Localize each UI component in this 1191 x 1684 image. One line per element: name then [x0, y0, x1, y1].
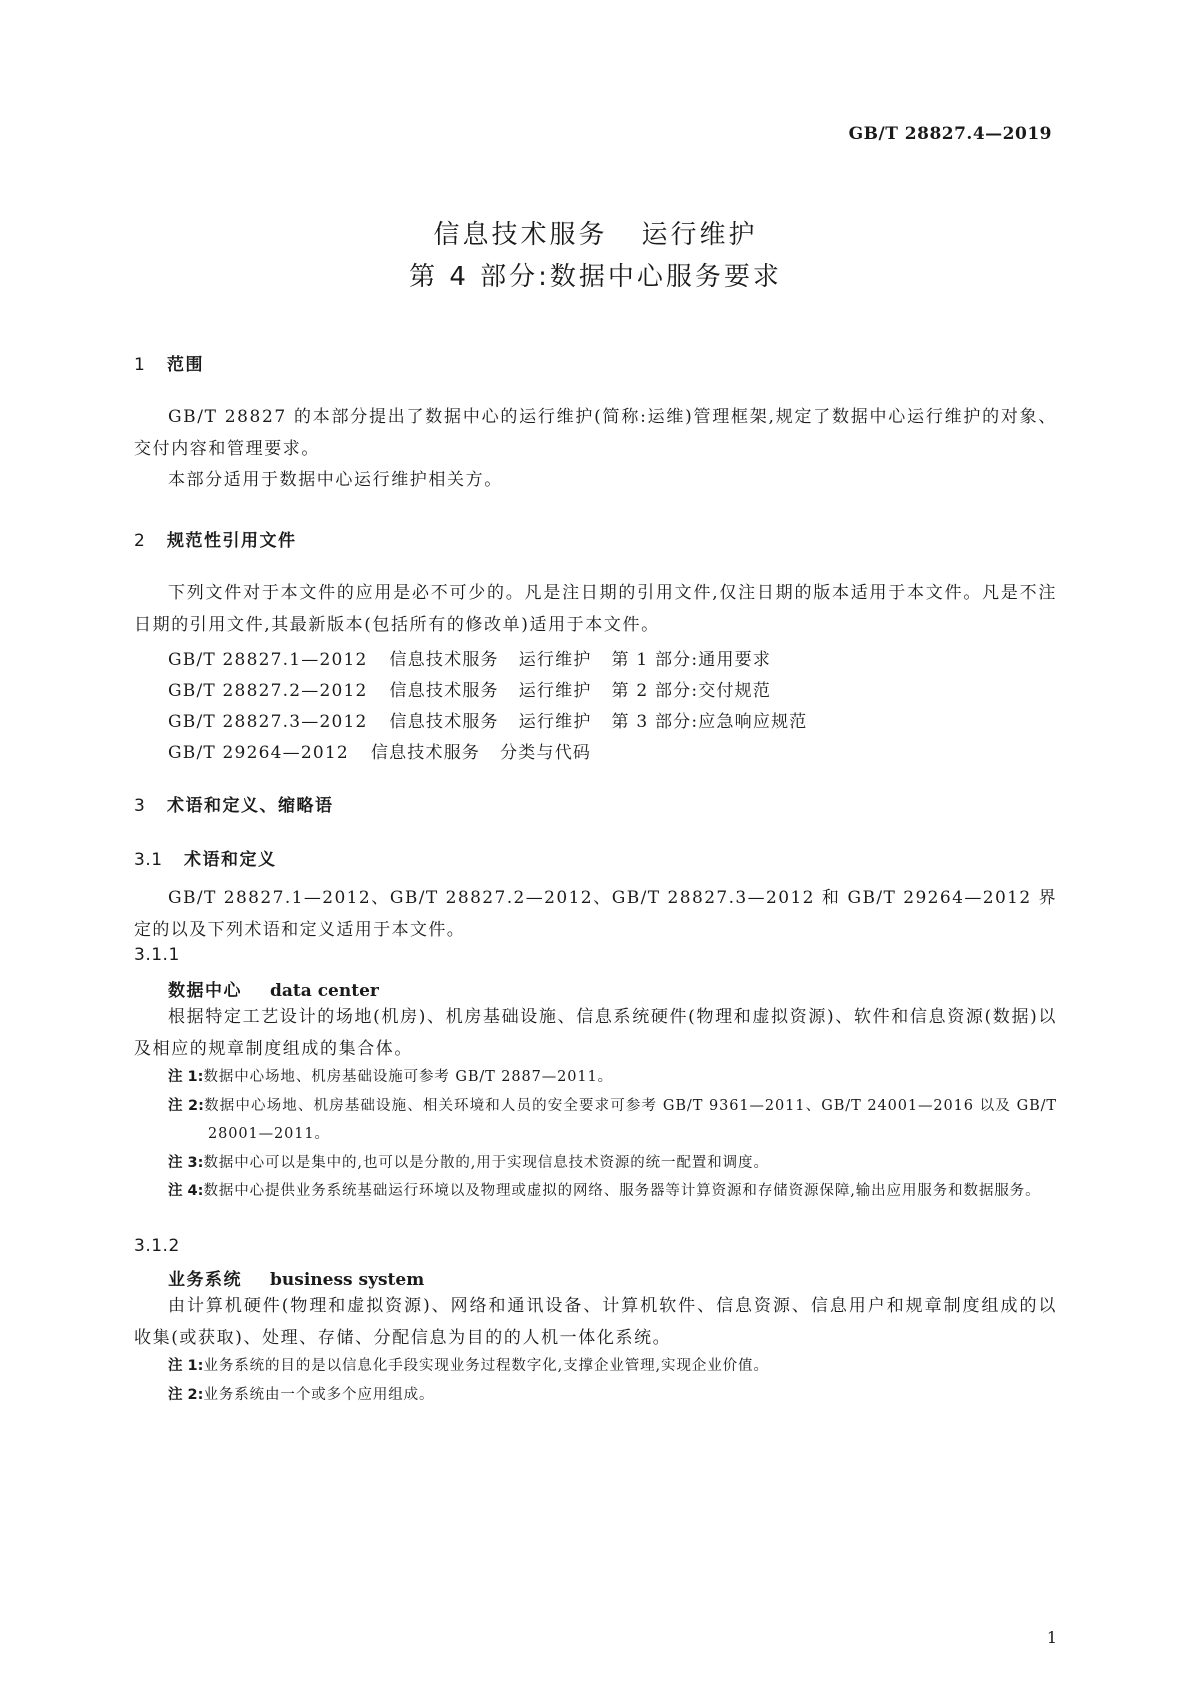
term-number: 3.1.2	[134, 1236, 180, 1256]
section-number: 3	[134, 796, 147, 816]
reference-title: 信息技术服务	[389, 712, 499, 732]
term-chinese: 业务系统	[168, 1270, 242, 1290]
term-chinese: 数据中心	[168, 981, 242, 1001]
reference-title: 第 2 部分:交付规范	[611, 681, 772, 701]
reference-code: GB/T 29264—2012	[168, 743, 349, 763]
term-definition: 根据特定工艺设计的场地(机房)、机房基础设施、信息系统硬件(物理和虚拟资源)、软件和信息资源(数据)以及相应的规章制度组成的集合体。	[134, 1007, 1057, 1059]
subsection-number: 3.1	[134, 850, 163, 870]
reference-item	[168, 676, 771, 701]
note-item	[168, 1092, 1057, 1148]
reference-item	[168, 645, 771, 670]
standard-number: GB/T 28827.4—2019	[848, 124, 1052, 144]
section-number: 2	[134, 531, 147, 551]
reference-code: GB/T 28827.2—2012	[168, 681, 368, 701]
note-item	[168, 1352, 1057, 1380]
reference-code: GB/T 28827.1—2012	[168, 650, 368, 670]
section-title: 范围	[167, 355, 204, 375]
note-label: 注 2:	[168, 1387, 204, 1403]
term-number: 3.1.1	[134, 945, 180, 965]
term-entry	[168, 1265, 424, 1290]
note-text: 业务系统的目的是以信息化手段实现业务过程数字化,支撑企业管理,实现企业价值。	[203, 1358, 769, 1374]
reference-title: 第 3 部分:应急响应规范	[611, 712, 808, 732]
note-label: 注 1:	[168, 1069, 204, 1085]
title-part-a: 信息技术服务	[433, 220, 608, 250]
term-english: data center	[270, 981, 379, 1001]
reference-code: GB/T 28827.3—2012	[168, 712, 368, 732]
subsection-heading-3-1	[134, 845, 277, 870]
note-text: 数据中心可以是集中的,也可以是分散的,用于实现信息技术资源的统一配置和调度。	[203, 1155, 769, 1171]
paragraph: GB/T 28827 的本部分提出了数据中心的运行维护(简称:运维)管理框架,规定了数据中心运行维护的对象、交付内容和管理要求。	[134, 407, 1057, 459]
paragraph: 本部分适用于数据中心运行维护相关方。	[168, 470, 503, 490]
section-heading-2	[134, 526, 297, 551]
note-item	[168, 1177, 1057, 1205]
paragraph: 下列文件对于本文件的应用是必不可少的。凡是注日期的引用文件,仅注日期的版本适用于本文件。凡是不注日期的引用文件,其最新版本(包括所有的修改单)适用于本文件。	[134, 583, 1057, 635]
reference-title: 运行维护	[518, 681, 592, 701]
note-label: 注 4:	[168, 1183, 204, 1199]
note-text: 数据中心场地、机房基础设施可参考 GB/T 2887—2011。	[203, 1069, 614, 1085]
term-definition: 由计算机硬件(物理和虚拟资源)、网络和通讯设备、计算机软件、信息资源、信息用户和规章制度组成的以收集(或获取)、处理、存储、分配信息为目的的人机一体化系统。	[134, 1296, 1057, 1348]
section-heading-1	[134, 350, 204, 375]
section-title: 规范性引用文件	[167, 531, 297, 551]
reference-title: 分类与代码	[500, 743, 592, 763]
paragraph: GB/T 28827.1—2012、GB/T 28827.2—2012、GB/T 28827.3—2012 和 GB/T 29264—2012 界定的以及下列术语和定义适用于本文件。	[134, 888, 1057, 940]
note-label: 注 2:	[168, 1098, 204, 1114]
document-title-line2: 第 4 部分:数据中心服务要求	[409, 262, 782, 292]
reference-title: 信息技术服务	[370, 743, 481, 763]
subsection-title: 术语和定义	[184, 850, 277, 870]
note-text: 数据中心场地、机房基础设施、相关环境和人员的安全要求可参考 GB/T 9361—2011、GB/T 24001—2016 以及 GB/T 28001—2011。	[203, 1098, 1057, 1142]
reference-item	[168, 738, 591, 763]
section-heading-3	[134, 791, 334, 816]
document-title-line1	[0, 214, 1191, 251]
section-number: 1	[134, 355, 147, 375]
note-item	[168, 1063, 1057, 1091]
section-title: 术语和定义、缩略语	[167, 796, 334, 816]
page-number: 1	[1046, 1628, 1057, 1647]
note-label: 注 3:	[168, 1155, 204, 1171]
note-text: 数据中心提供业务系统基础运行环境以及物理或虚拟的网络、服务器等计算资源和存储资源保障,输出应用服务和数据服务。	[203, 1183, 1041, 1199]
reference-title: 信息技术服务	[389, 650, 499, 670]
term-english: business system	[270, 1270, 425, 1290]
title-part-b: 运行维护	[641, 220, 758, 250]
note-item	[168, 1149, 1057, 1177]
note-label: 注 1:	[168, 1358, 204, 1374]
note-item	[168, 1381, 1057, 1409]
note-text: 业务系统由一个或多个应用组成。	[203, 1387, 435, 1403]
reference-title: 运行维护	[518, 650, 592, 670]
term-entry	[168, 976, 379, 1001]
reference-title: 运行维护	[518, 712, 592, 732]
reference-item	[168, 707, 807, 732]
reference-title: 信息技术服务	[389, 681, 499, 701]
reference-title: 第 1 部分:通用要求	[611, 650, 772, 670]
